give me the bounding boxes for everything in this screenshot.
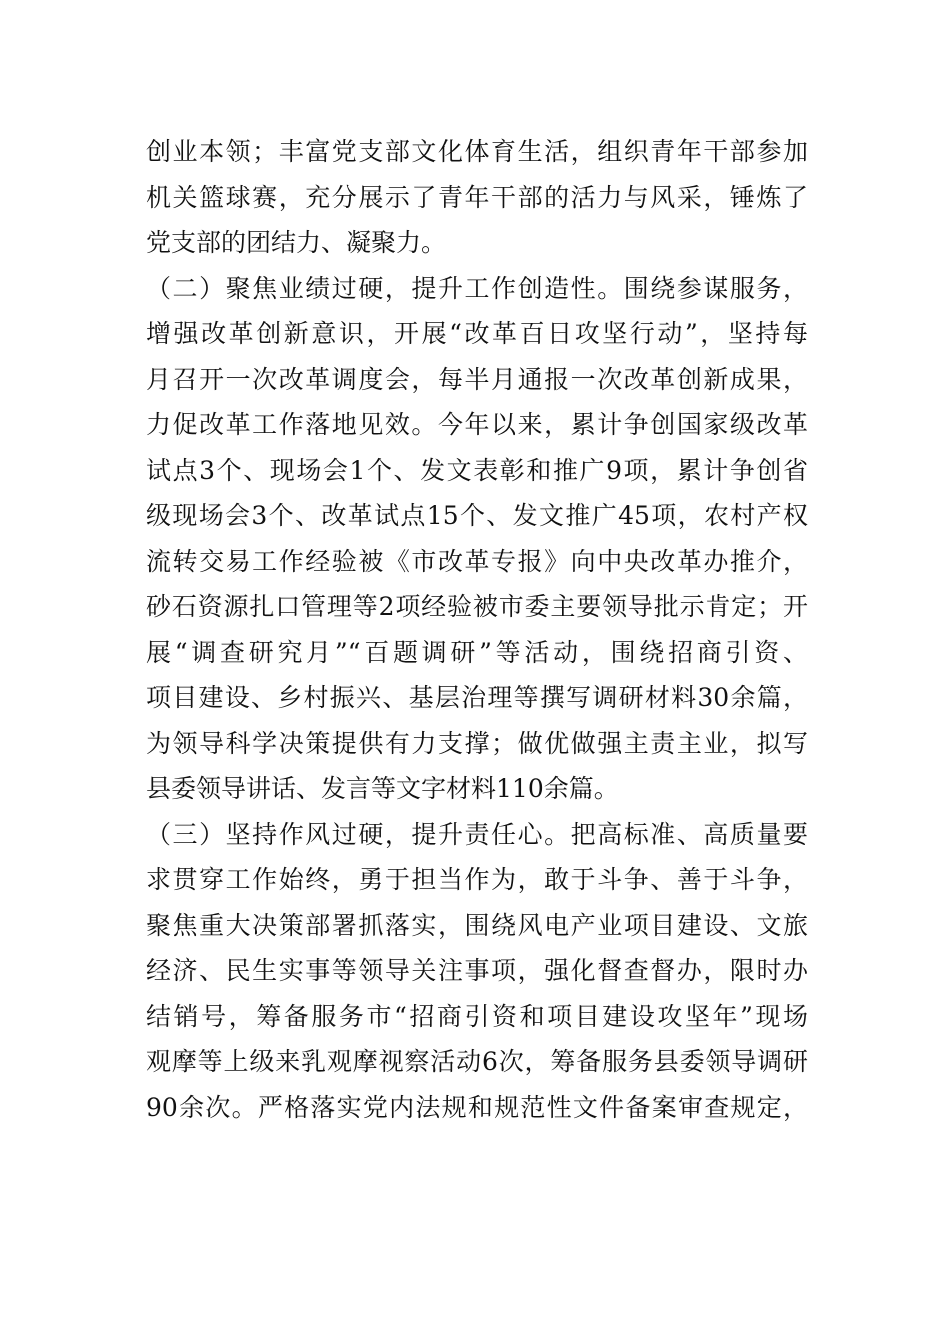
text-line: 项目建设、乡村振兴、基层治理等撰写调研材料30余篇， [146,683,808,712]
text-line: 力促改革工作落地见效。今年以来，累计争创国家级改革 [146,410,808,439]
text-line: 创业本领；丰富党支部文化体育生活，组织青年干部参加 [146,137,808,166]
text-line: 为领导科学决策提供有力支撑；做优做强主责主业，拟写 [146,728,808,758]
section-heading-line: （二）聚焦业绩过硬，提升工作创造性。围绕参谋服务， [146,273,808,303]
text-line: 经济、民生实事等领导关注事项，强化督查督办，限时办 [146,956,808,985]
text-line: 90余次。严格落实党内法规和规范性文件备案审查规定， [146,1092,808,1122]
text-line: 月召开一次改革调度会，每半月通报一次改革创新成果， [146,364,808,394]
text-line: 流转交易工作经验被《市改革专报》向中央改革办推介， [146,546,808,576]
section-heading-line: （三）坚持作风过硬，提升责任心。把高标准、高质量要 [146,819,808,849]
text-line: 砂石资源扎口管理等2项经验被市委主要领导批示肯定；开 [146,592,808,621]
text-line: 县委领导讲话、发言等文字材料110余篇。 [146,774,619,803]
text-line: 求贯穿工作始终，勇于担当作为，敢于斗争、善于斗争， [146,865,808,894]
text-line: 级现场会3个、改革试点15个、发文推广45项，农村产权 [146,501,808,530]
document-body [146,129,808,1130]
text-line: 党支部的团结力、凝聚力。 [146,228,447,257]
text-line: 试点3个、现场会1个、发文表彰和推广9项，累计争创省 [146,455,808,485]
text-line: 增强改革创新意识，开展“改革百日攻坚行动”，坚持每 [146,319,808,348]
text-line: 观摩等上级来乳观摩视察活动6次，筹备服务县委领导调研 [146,1047,808,1076]
text-line: 机关篮球赛，充分展示了青年干部的活力与风采，锤炼了 [146,182,808,212]
text-line: 结销号，筹备服务市“招商引资和项目建设攻坚年”现场 [146,1001,808,1031]
text-line: 展“调查研究月”“百题调研”等活动，围绕招商引资、 [146,637,808,667]
text-line: 聚焦重大决策部署抓落实，围绕风电产业项目建设、文旅 [146,910,808,940]
